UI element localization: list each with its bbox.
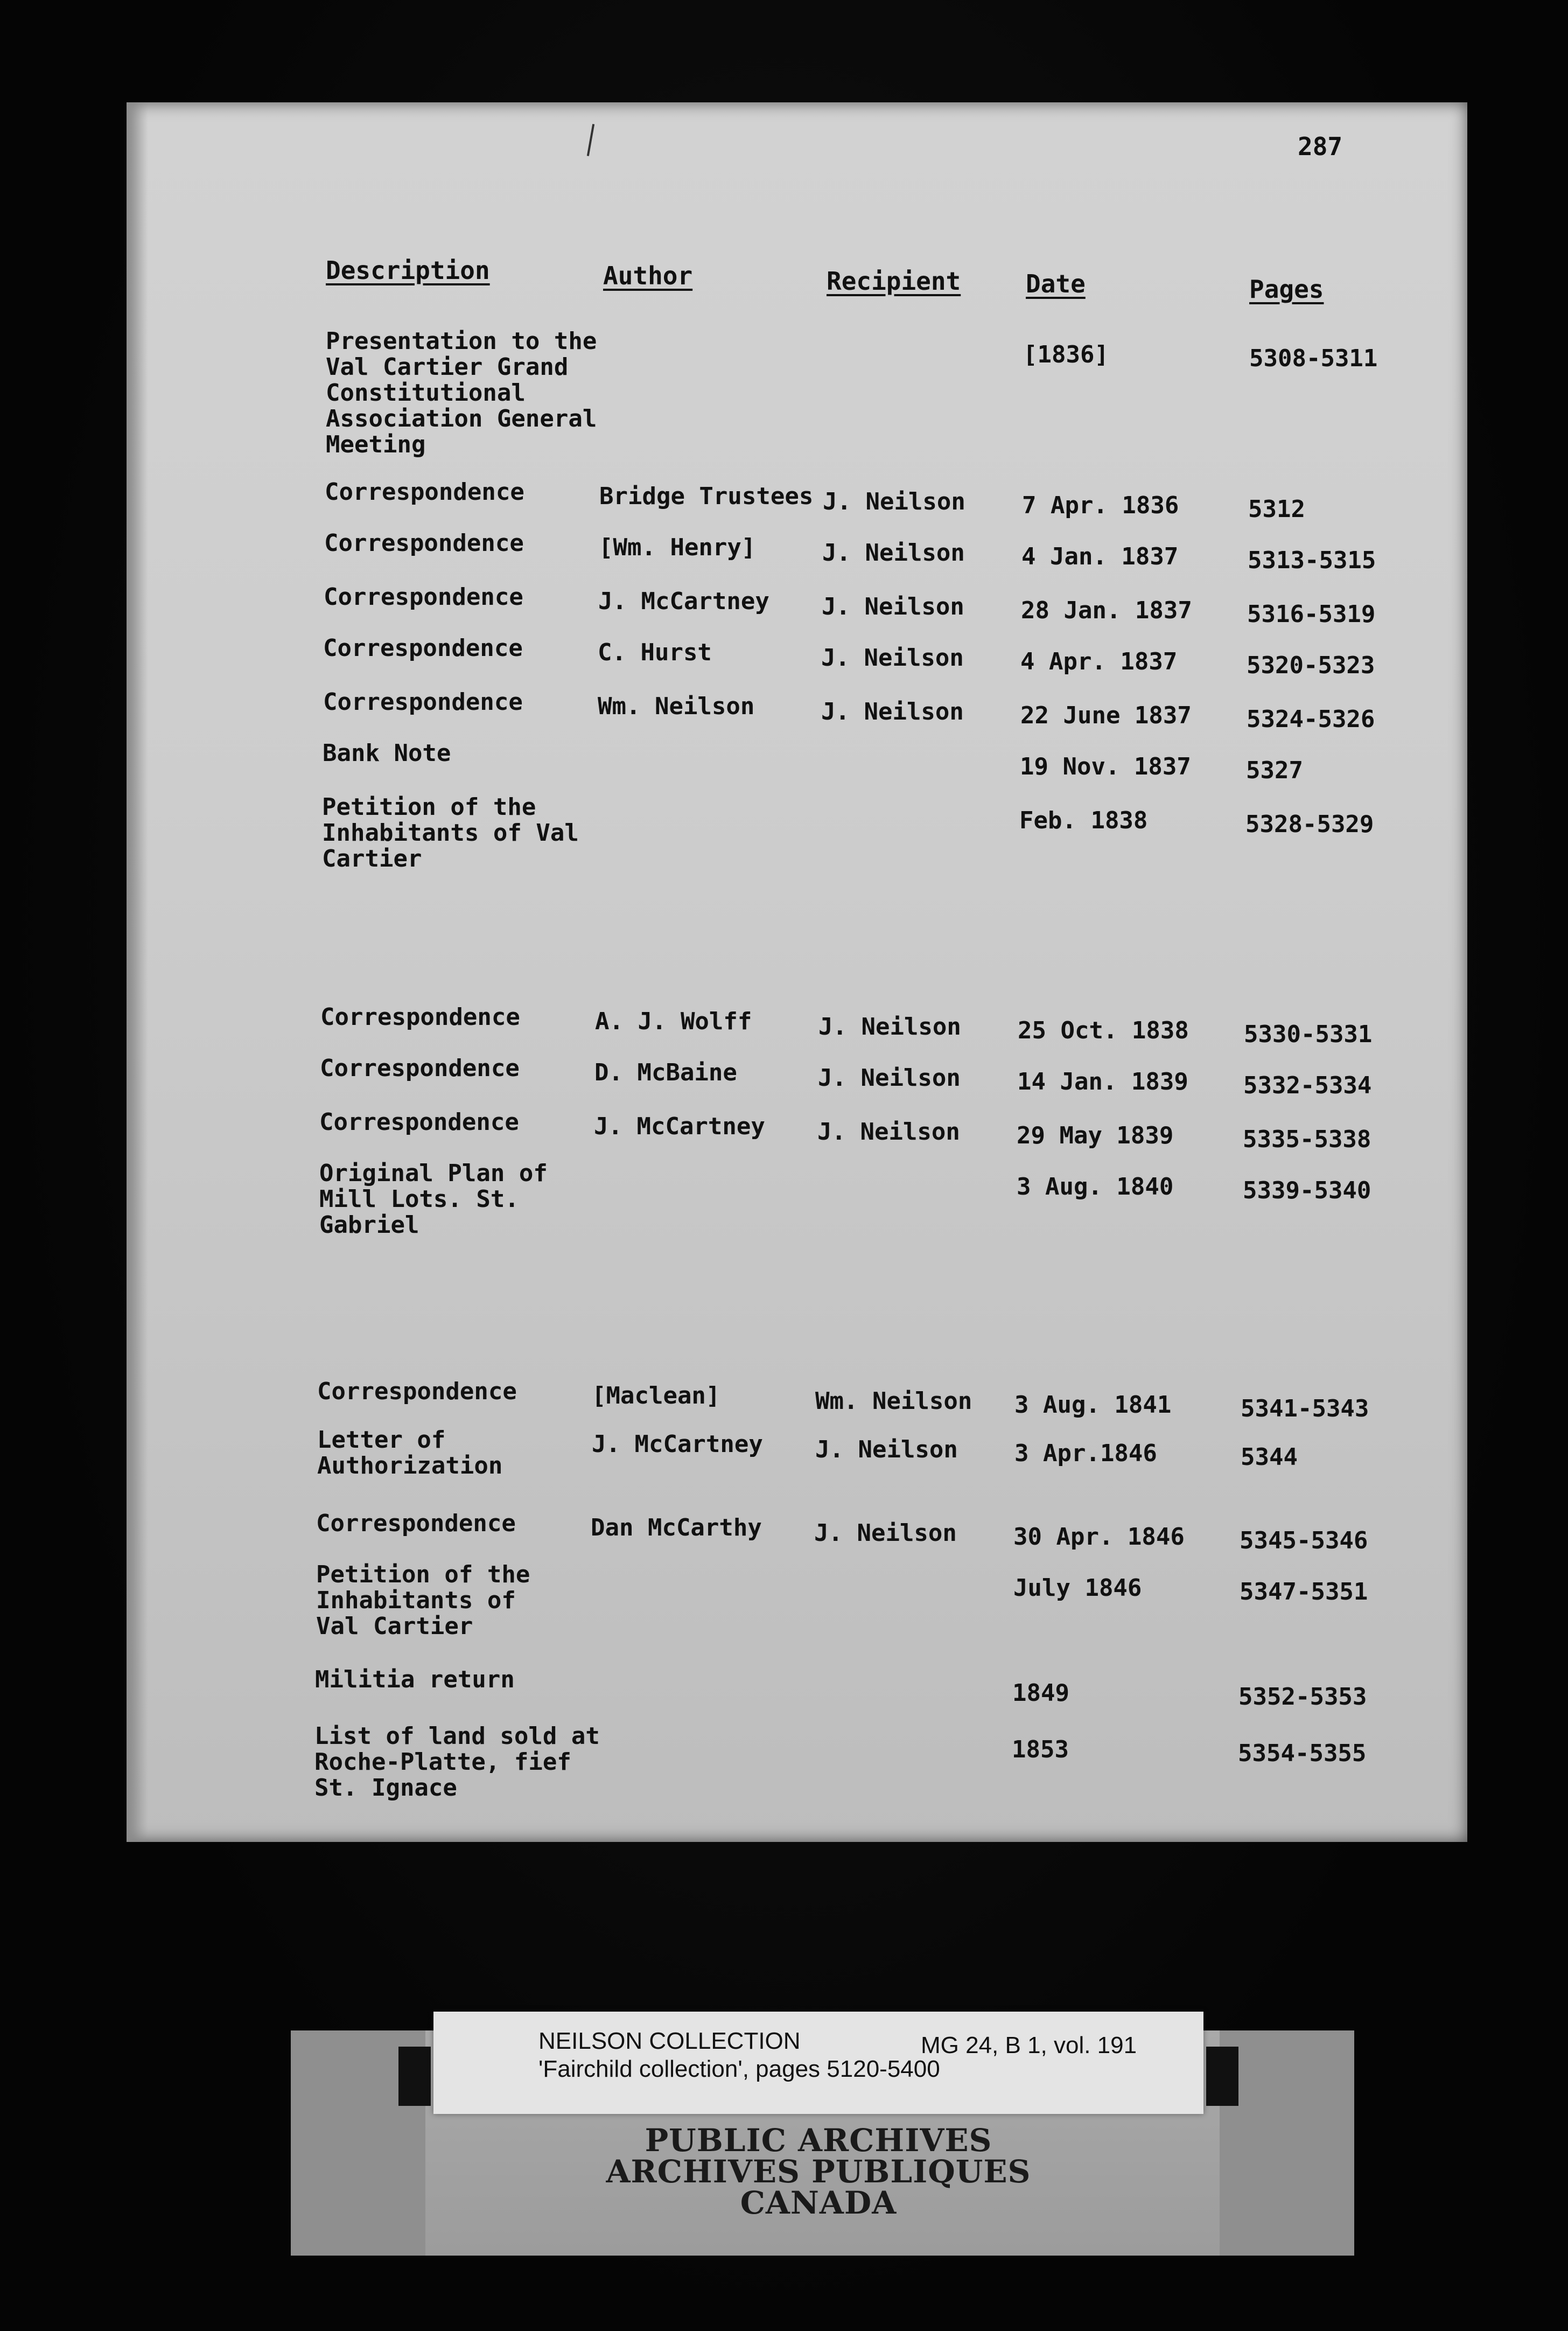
entry-date: 3 Apr.1846	[1014, 1440, 1157, 1467]
label-strip-edge-right	[1220, 2030, 1354, 2256]
page-number: 287	[1298, 132, 1343, 161]
entry-date: 3 Aug. 1840	[1017, 1173, 1174, 1201]
entry-description: Correspondence	[324, 583, 523, 611]
entry-description: Correspondence	[325, 478, 524, 506]
entry-pages: 5345-5346	[1240, 1527, 1368, 1554]
entry-description: Bank Note	[323, 739, 451, 767]
entry-recipient: J. Neilson	[822, 539, 965, 567]
entry-pages: 5347-5351	[1240, 1578, 1368, 1606]
entry-author: Wm. Neilson	[598, 693, 755, 720]
entry-description: Correspondence	[320, 1003, 520, 1031]
collection-name: NEILSON COLLECTION	[538, 2028, 801, 2054]
entry-pages: 5320-5323	[1247, 652, 1375, 679]
entry-author: [Wm. Henry]	[599, 534, 756, 561]
header-pages: Pages	[1249, 275, 1324, 304]
entry-date: 30 Apr. 1846	[1013, 1523, 1185, 1551]
header-recipient: Recipient	[827, 267, 961, 296]
entry-author: J. McCartney	[598, 588, 769, 615]
entry-date: 22 June 1837	[1020, 702, 1192, 729]
entry-date: 29 May 1839	[1017, 1122, 1174, 1149]
entry-description: Correspondence	[316, 1510, 516, 1537]
entry-description: Petition of the Inhabitants of Val Cartier	[316, 1561, 530, 1640]
entry-date: 4 Jan. 1837	[1021, 543, 1179, 570]
entry-pages: 5316-5319	[1247, 601, 1376, 628]
stamp-line-1: PUBLIC ARCHIVES	[645, 2122, 992, 2159]
entry-recipient: Wm. Neilson	[815, 1387, 972, 1415]
entry-recipient: J. Neilson	[823, 488, 965, 515]
stamp-line-3: CANADA	[740, 2185, 897, 2221]
entry-author: [Maclean]	[592, 1382, 720, 1409]
entry-author: A. J. Wolff	[595, 1008, 752, 1035]
entry-pages: 5330-5331	[1244, 1021, 1373, 1048]
entry-pages: 5308-5311	[1249, 345, 1378, 372]
entry-recipient: J. Neilson	[818, 1064, 961, 1092]
entry-date: 19 Nov. 1837	[1020, 753, 1191, 780]
entry-date: 1849	[1012, 1679, 1069, 1707]
entry-date: Feb. 1838	[1019, 807, 1148, 834]
entry-date: July 1846	[1013, 1574, 1142, 1602]
entry-author: Dan McCarthy	[591, 1514, 762, 1541]
stamp-line-2: ARCHIVES PUBLIQUES	[606, 2153, 1031, 2190]
archives-stamp	[431, 2122, 1206, 2221]
header-author: Author	[603, 261, 693, 290]
entry-pages: 5352-5353	[1238, 1683, 1367, 1711]
entry-description: Letter of Authorization	[317, 1426, 503, 1479]
entry-recipient: J. Neilson	[821, 698, 964, 725]
entry-pages: 5312	[1248, 495, 1305, 523]
collection-subtitle: 'Fairchild collection', pages 5120-5400	[538, 2056, 940, 2082]
entry-recipient: J. Neilson	[818, 1013, 961, 1041]
entry-recipient: J. Neilson	[822, 593, 964, 620]
entry-description: Correspondence	[323, 634, 523, 662]
entry-recipient: J. Neilson	[821, 644, 964, 672]
entry-recipient: J. Neilson	[814, 1519, 957, 1547]
header-date: Date	[1026, 269, 1086, 298]
entry-pages: 5327	[1246, 757, 1303, 784]
entry-pages: 5344	[1241, 1443, 1298, 1471]
entry-author: Bridge Trustees	[599, 483, 814, 510]
entry-pages: 5324-5326	[1247, 706, 1375, 733]
entry-date: 3 Aug. 1841	[1014, 1391, 1172, 1419]
tape-clip-right	[1206, 2047, 1238, 2106]
entry-author: J. McCartney	[594, 1113, 765, 1140]
entry-recipient: J. Neilson	[815, 1436, 958, 1463]
entry-description: Presentation to the Val Cartier Grand Constitutional Association General Meeting	[326, 327, 597, 458]
entry-recipient: J. Neilson	[817, 1118, 960, 1146]
entry-pages: 5335-5338	[1243, 1126, 1371, 1153]
entry-author: D. McBaine	[594, 1059, 737, 1086]
entry-date: 1853	[1012, 1736, 1069, 1763]
entry-date: 4 Apr. 1837	[1020, 648, 1178, 675]
entry-date: 25 Oct. 1838	[1018, 1017, 1189, 1044]
entry-description: Militia return	[315, 1666, 515, 1693]
entry-description: Correspondence	[317, 1378, 517, 1405]
entry-description: Correspondence	[320, 1055, 520, 1082]
entry-pages: 5332-5334	[1243, 1072, 1372, 1099]
entry-author: J. McCartney	[592, 1430, 763, 1458]
entry-description: Petition of the Inhabitants of Val Cartier	[322, 793, 579, 873]
entry-description: Correspondence	[319, 1108, 519, 1136]
entry-description: List of land sold at Roche-Platte, fief St. Ignace	[314, 1722, 600, 1802]
entry-date: 28 Jan. 1837	[1021, 597, 1192, 624]
entry-description: Correspondence	[324, 529, 524, 557]
entry-pages: 5341-5343	[1241, 1395, 1369, 1422]
entry-description: Original Plan of Mill Lots. St. Gabriel	[319, 1160, 548, 1239]
entry-description: Correspondence	[323, 688, 523, 716]
collection-label	[433, 2012, 1203, 2114]
entry-pages: 5313-5315	[1248, 547, 1376, 574]
entry-date: 7 Apr. 1836	[1022, 492, 1179, 519]
header-description: Description	[326, 256, 490, 285]
pen-tick-mark	[587, 124, 594, 156]
entry-date: [1836]	[1023, 341, 1109, 368]
entry-pages: 5339-5340	[1243, 1177, 1371, 1204]
tape-clip-left	[398, 2047, 431, 2106]
entry-pages: 5354-5355	[1238, 1740, 1367, 1767]
document-page	[127, 102, 1467, 1842]
entry-date: 14 Jan. 1839	[1017, 1068, 1188, 1095]
collection-reference: MG 24, B 1, vol. 191	[921, 2032, 1137, 2058]
entry-author: C. Hurst	[598, 639, 712, 666]
entry-pages: 5328-5329	[1245, 811, 1374, 838]
